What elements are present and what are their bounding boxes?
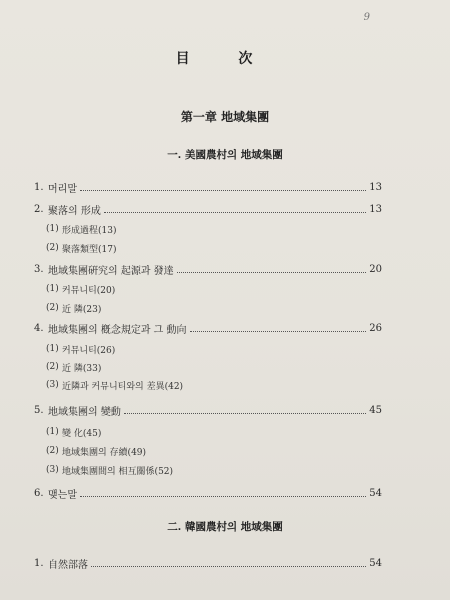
toc-entry <box>34 179 382 195</box>
dot-leader <box>91 566 366 567</box>
toc-entry <box>34 201 382 217</box>
toc-subentry <box>46 341 382 357</box>
subentry-number: (2) <box>46 362 59 372</box>
subentry-title: 近隣과 커뮤니티와의 差異(42) <box>62 381 184 392</box>
subentry-title: 形成過程(13) <box>62 225 117 236</box>
subentry-number: (1) <box>46 344 59 354</box>
subentry-title: 커뮤니티(26) <box>62 345 116 356</box>
dot-leader <box>104 212 366 213</box>
toc-subentry <box>46 281 382 297</box>
toc-subentry <box>46 377 382 393</box>
entry-title: 自然部落 <box>48 559 88 571</box>
toc-subentry <box>46 359 382 375</box>
toc-entry <box>34 485 382 501</box>
entry-page: 26 <box>369 322 382 334</box>
subentry-title: 地域集團間의 相互關係(52) <box>62 466 174 477</box>
entry-title: 地域集團의 變動 <box>48 406 121 418</box>
subentry-number: (3) <box>46 380 59 390</box>
subentry-number: (1) <box>46 284 59 294</box>
subentry-title: 커뮤니티(20) <box>62 285 116 296</box>
subentry-number: (2) <box>46 303 59 313</box>
toc-subentry <box>46 443 382 459</box>
entry-title: 地域集團의 槪念規定과 그 動向 <box>48 324 187 336</box>
entry-title: 맺는말 <box>48 489 77 501</box>
entry-number: 5. <box>34 404 44 416</box>
dot-leader <box>124 413 366 414</box>
entry-title: 머리말 <box>48 183 77 195</box>
toc-subentry <box>46 300 382 316</box>
toc-entry <box>34 402 382 418</box>
subentry-title: 地域集團의 存續(49) <box>62 447 147 458</box>
entry-page: 13 <box>369 181 382 193</box>
subentry-number: (2) <box>46 243 59 253</box>
toc-subentry <box>46 240 382 256</box>
subentry-title: 近 隣(33) <box>62 363 102 374</box>
dot-leader <box>80 190 366 191</box>
dot-leader <box>80 496 366 497</box>
subentry-number: (3) <box>46 465 59 475</box>
entry-page: 45 <box>369 404 382 416</box>
subentry-title: 變 化(45) <box>62 428 102 439</box>
entry-number: 2. <box>34 203 44 215</box>
subentry-number: (2) <box>46 446 59 456</box>
page-title: 目 次 <box>175 51 275 67</box>
section-heading: 二. 韓國農村의 地域集團 <box>167 521 283 533</box>
chapter-title: 第一章 地域集團 <box>180 110 270 124</box>
toc-entry <box>34 320 382 336</box>
entry-number: 6. <box>34 487 44 499</box>
section-heading: 一. 美國農村의 地域集團 <box>167 149 283 161</box>
subentry-title: 聚落類型(17) <box>62 244 117 255</box>
entry-page: 54 <box>369 557 382 569</box>
entry-title: 聚落의 形成 <box>48 205 101 217</box>
entry-title: 地域集團硏究의 起源과 發達 <box>48 265 174 277</box>
entry-number: 4. <box>34 322 44 334</box>
entry-page: 13 <box>369 203 382 215</box>
entry-number: 1. <box>34 181 44 193</box>
entry-number: 1. <box>34 557 44 569</box>
entry-number: 3. <box>34 263 44 275</box>
page-number: 9 <box>363 12 370 23</box>
entry-page: 54 <box>369 487 382 499</box>
entry-page: 20 <box>369 263 382 275</box>
subentry-number: (1) <box>46 427 59 437</box>
dot-leader <box>177 272 367 273</box>
toc-subentry <box>46 462 382 478</box>
toc-subentry <box>46 424 382 440</box>
dot-leader <box>190 331 367 332</box>
toc-entry <box>34 555 382 571</box>
subentry-number: (1) <box>46 224 59 234</box>
toc-entry <box>34 261 382 277</box>
toc-subentry <box>46 221 382 237</box>
subentry-title: 近 隣(23) <box>62 304 102 315</box>
